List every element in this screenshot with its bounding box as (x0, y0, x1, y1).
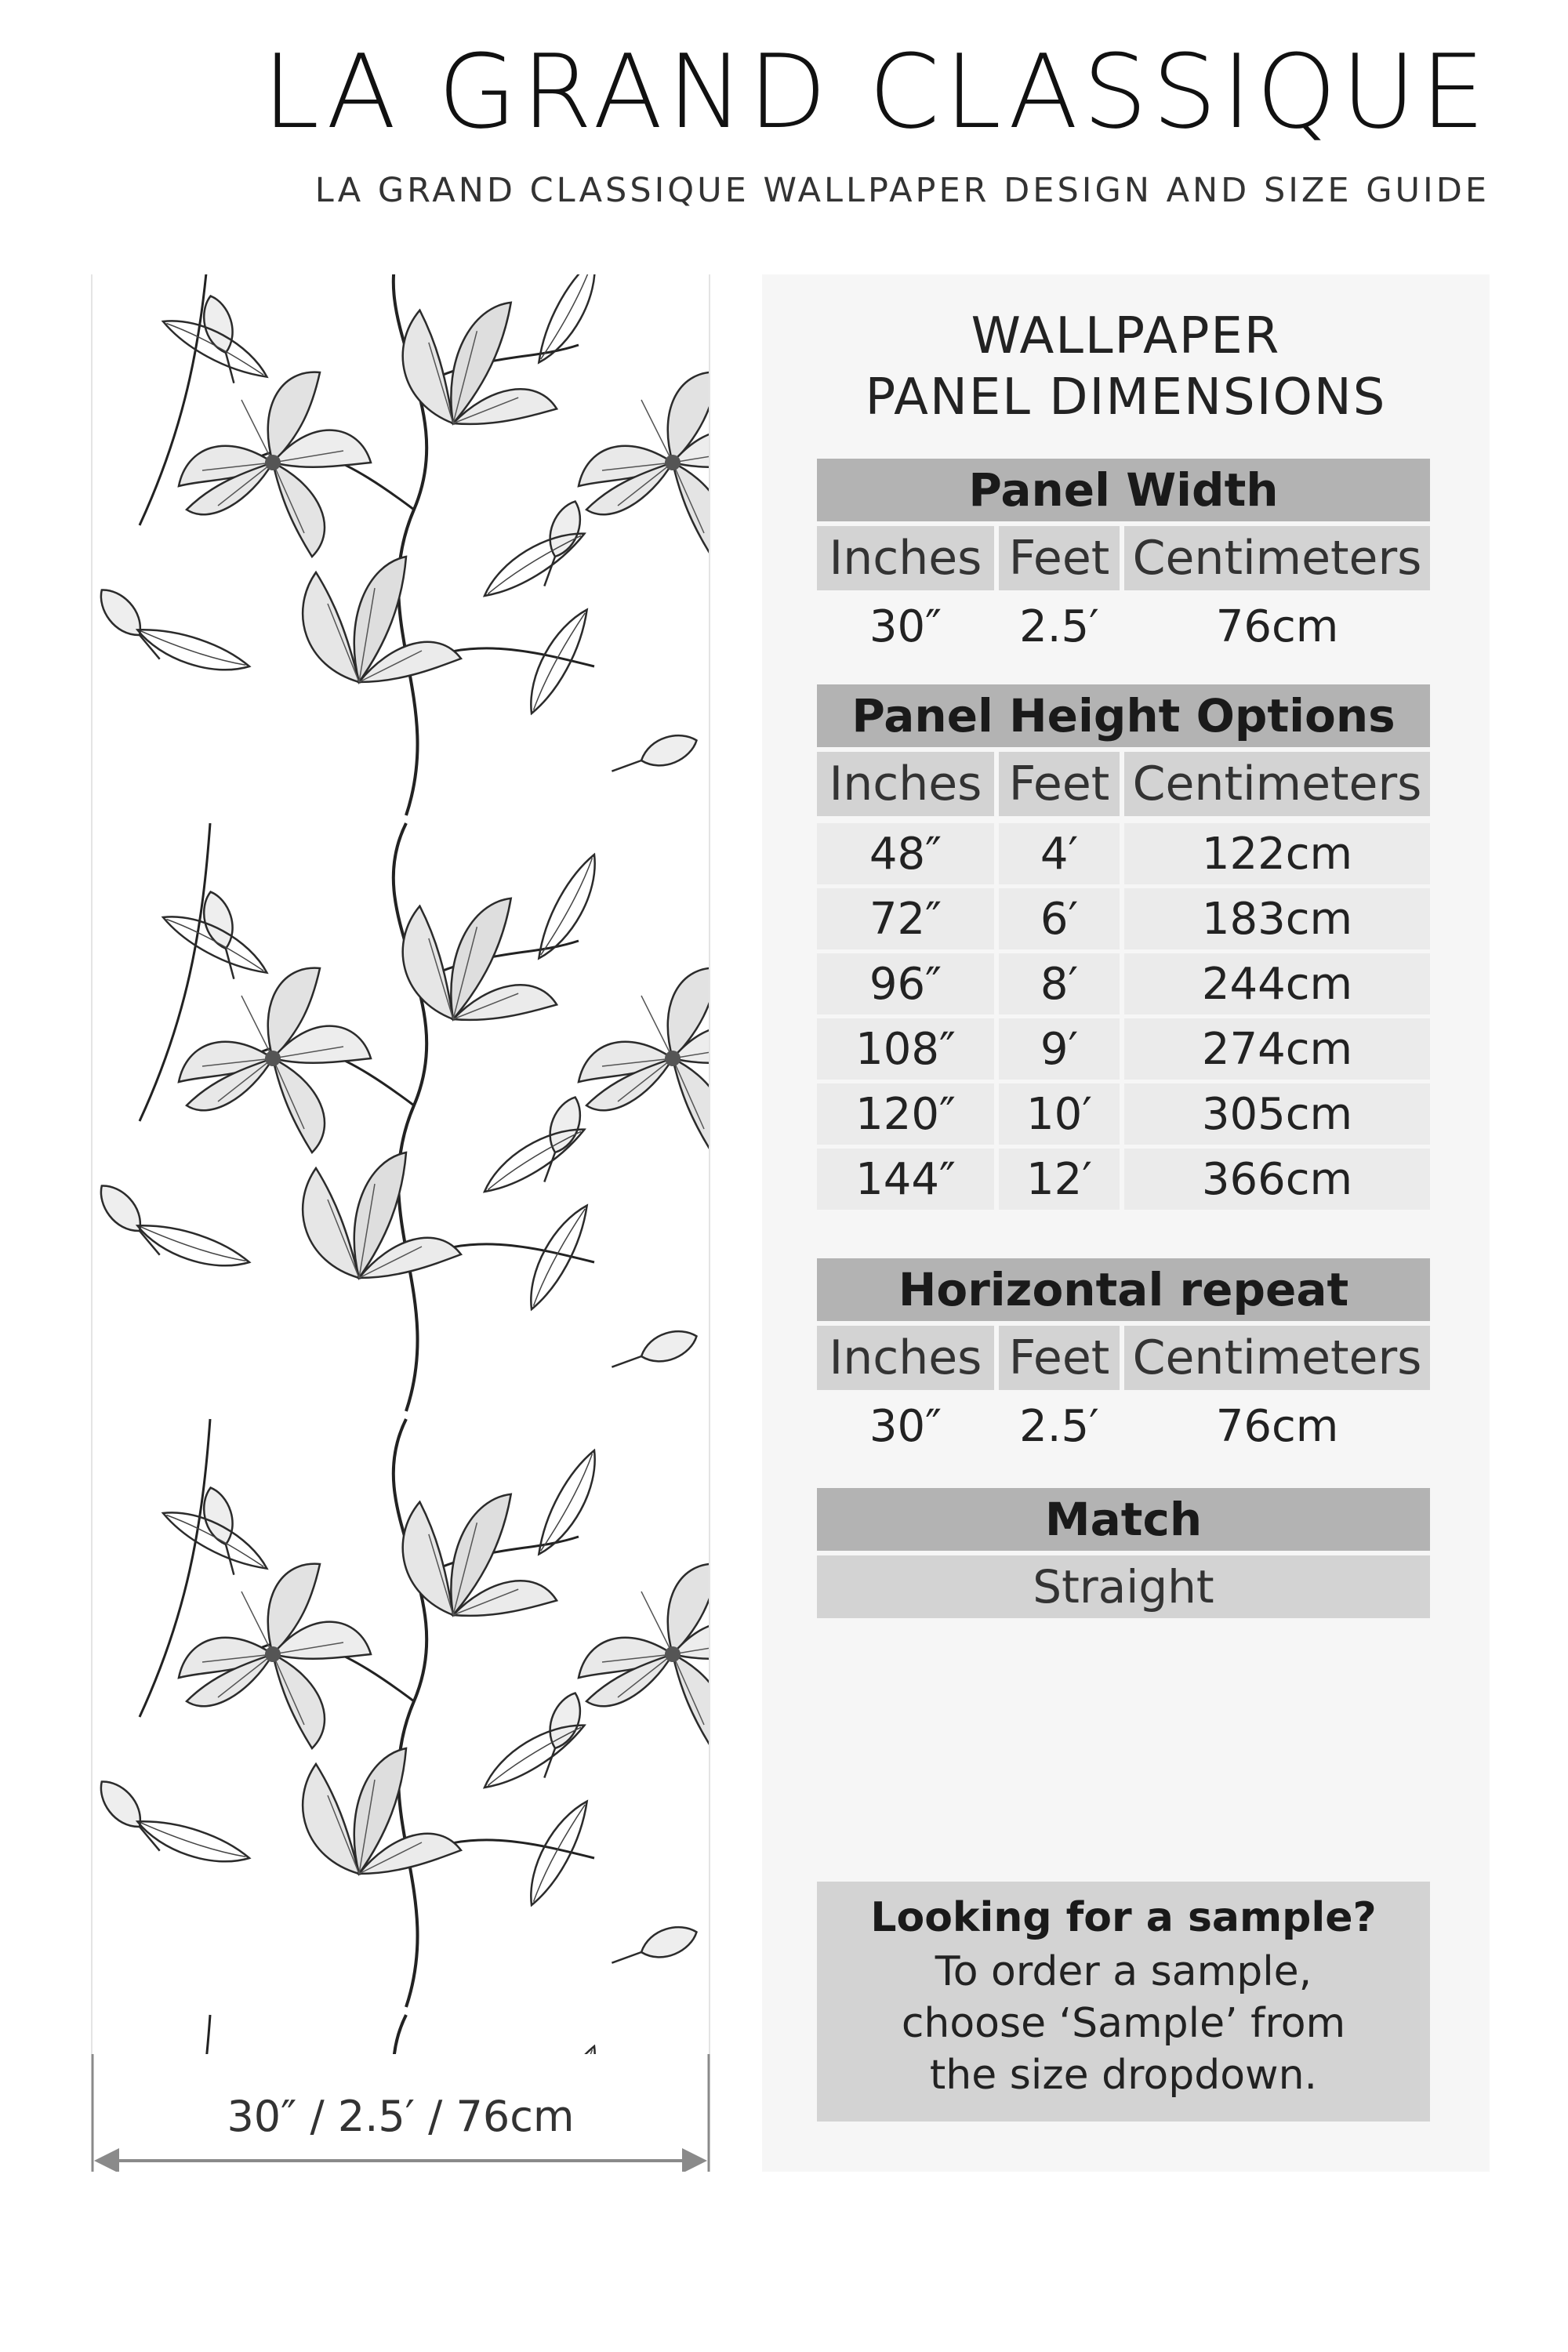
column-inches: Inches (817, 526, 994, 590)
value-feet: 2.5′ (1019, 1400, 1099, 1452)
column-centimeters: Centimeters (1124, 526, 1430, 590)
column-inches: Inches (817, 1326, 994, 1390)
panel-dimensions-card (762, 274, 1490, 2172)
value-inches: 144″ (817, 1149, 994, 1210)
value-feet: 12′ (999, 1149, 1120, 1210)
value-feet: 9′ (999, 1018, 1120, 1080)
sample-instructions: To order a sample, choose ‘Sample’ from the size dropdown. (901, 1948, 1346, 2099)
value-inches: 72″ (817, 888, 994, 949)
brand-subtitle: LA GRAND CLASSIQUE WALLPAPER DESIGN AND SIZE GUIDE (314, 171, 1490, 210)
panel-height-columns (817, 752, 1430, 816)
height-option-row (817, 823, 1430, 884)
brand-title: LA GRAND CLASSIQUE (262, 32, 1490, 151)
value-inches: 108″ (817, 1018, 994, 1080)
value-inches: 30″ (869, 1400, 942, 1452)
column-feet: Feet (999, 752, 1120, 816)
value-centimeters: 183cm (1124, 888, 1430, 949)
horizontal-repeat-header: Horizontal repeat (817, 1258, 1430, 1321)
height-option-row (817, 1083, 1430, 1145)
panel-width-label: 30″ / 2.5′ / 76cm (227, 2092, 575, 2141)
value-feet: 8′ (999, 953, 1120, 1014)
value-centimeters: 122cm (1124, 823, 1430, 884)
value-centimeters: 366cm (1124, 1149, 1430, 1210)
height-option-row (817, 1018, 1430, 1080)
column-centimeters: Centimeters (1124, 752, 1430, 816)
value-feet: 2.5′ (1019, 601, 1099, 652)
value-inches: 30″ (869, 601, 942, 652)
dimensions-title: WALLPAPER PANEL DIMENSIONS (865, 307, 1387, 426)
sample-heading: Looking for a sample? (870, 1894, 1377, 1941)
panel-width-values (817, 596, 1430, 657)
panel-width-columns (817, 526, 1430, 590)
value-inches: 48″ (817, 823, 994, 884)
value-feet: 4′ (999, 823, 1120, 884)
wallpaper-pattern-preview (91, 274, 710, 2054)
floral-pattern-icon (93, 274, 709, 2054)
column-feet: Feet (999, 526, 1120, 590)
panel-width-indicator (91, 2054, 710, 2172)
height-option-row (817, 1149, 1430, 1210)
height-option-row (817, 888, 1430, 949)
value-centimeters: 244cm (1124, 953, 1430, 1014)
value-centimeters: 76cm (1215, 601, 1339, 652)
column-feet: Feet (999, 1326, 1120, 1390)
panel-height-header: Panel Height Options (817, 684, 1430, 747)
value-centimeters: 76cm (1215, 1400, 1339, 1452)
horizontal-repeat-columns (817, 1326, 1430, 1390)
value-feet: 10′ (999, 1083, 1120, 1145)
height-option-row (817, 953, 1430, 1014)
column-centimeters: Centimeters (1124, 1326, 1430, 1390)
value-centimeters: 305cm (1124, 1083, 1430, 1145)
horizontal-repeat-values (817, 1396, 1430, 1457)
value-centimeters: 274cm (1124, 1018, 1430, 1080)
sample-notice (817, 1882, 1430, 2122)
match-value: Straight (817, 1555, 1430, 1618)
value-feet: 6′ (999, 888, 1120, 949)
match-header: Match (817, 1488, 1430, 1551)
panel-width-header: Panel Width (817, 459, 1430, 521)
value-inches: 96″ (817, 953, 994, 1014)
column-inches: Inches (817, 752, 994, 816)
value-inches: 120″ (817, 1083, 994, 1145)
